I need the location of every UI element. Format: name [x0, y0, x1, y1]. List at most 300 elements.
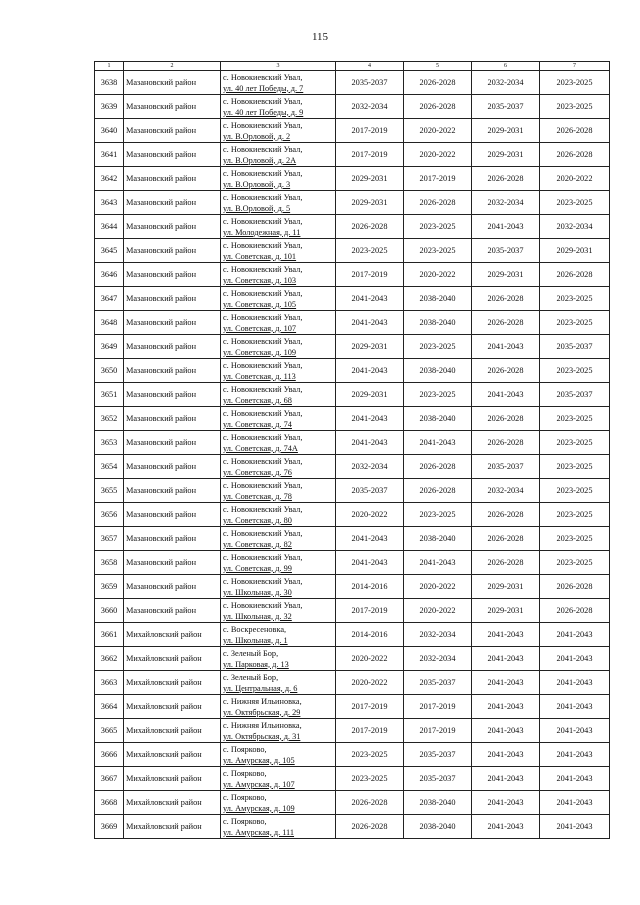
- table-row: [95, 407, 610, 431]
- address-street: ул. Советская, д. 82: [223, 539, 292, 549]
- period-col-4-cell: 2029-2031: [336, 167, 404, 191]
- page-number: 115: [311, 31, 329, 43]
- period-col-4-cell: 2014-2016: [336, 623, 404, 647]
- district-cell: Мазановский район: [124, 311, 221, 335]
- address-street: ул. Советская, д. 99: [223, 563, 292, 573]
- period-col-7-cell: 2023-2025: [540, 431, 610, 455]
- period-col-5-cell: 2035-2037: [404, 767, 472, 791]
- address-settlement: с. Новокиевский Увал,: [223, 72, 303, 82]
- address-cell: [221, 479, 336, 503]
- period-col-6-cell: 2029-2031: [472, 143, 540, 167]
- table-row: [95, 719, 610, 743]
- district-cell: Мазановский район: [124, 575, 221, 599]
- period-col-6-cell: 2026-2028: [472, 359, 540, 383]
- period-col-7-cell: 2041-2043: [540, 695, 610, 719]
- row-number-cell: 3669: [95, 815, 124, 839]
- table-row: [95, 551, 610, 575]
- table-row: [95, 455, 610, 479]
- row-number-cell: 3644: [95, 215, 124, 239]
- row-number-cell: 3658: [95, 551, 124, 575]
- period-col-7-cell: 2026-2028: [540, 143, 610, 167]
- period-col-6-cell: 2026-2028: [472, 311, 540, 335]
- column-header-4: 4: [336, 62, 404, 71]
- district-cell: Мазановский район: [124, 383, 221, 407]
- address-street: ул. Октябрьская, д. 31: [223, 731, 301, 741]
- period-col-7-cell: 2029-2031: [540, 239, 610, 263]
- period-col-6-cell: 2041-2043: [472, 767, 540, 791]
- row-number-cell: 3646: [95, 263, 124, 287]
- row-number-cell: 3655: [95, 479, 124, 503]
- period-col-5-cell: 2023-2025: [404, 335, 472, 359]
- address-cell: [221, 215, 336, 239]
- period-col-4-cell: 2041-2043: [336, 527, 404, 551]
- period-col-4-cell: 2029-2031: [336, 383, 404, 407]
- district-cell: Михайловский район: [124, 791, 221, 815]
- period-col-7-cell: 2023-2025: [540, 359, 610, 383]
- address-street: ул. Школьная, д. 30: [223, 587, 292, 597]
- table-row: [95, 671, 610, 695]
- address-cell: [221, 599, 336, 623]
- column-header-7: 7: [540, 62, 610, 71]
- period-col-7-cell: 2023-2025: [540, 311, 610, 335]
- table-row: [95, 119, 610, 143]
- period-col-6-cell: 2029-2031: [472, 263, 540, 287]
- address-settlement: с. Новокиевский Увал,: [223, 216, 303, 226]
- address-cell: [221, 407, 336, 431]
- address-street: ул. Советская, д. 103: [223, 275, 297, 285]
- period-col-7-cell: 2023-2025: [540, 551, 610, 575]
- table-row: [95, 335, 610, 359]
- table-row: [95, 431, 610, 455]
- period-col-4-cell: 2041-2043: [336, 287, 404, 311]
- period-col-5-cell: 2038-2040: [404, 527, 472, 551]
- period-col-7-cell: 2023-2025: [540, 479, 610, 503]
- address-street: ул. Амурская, д. 107: [223, 779, 295, 789]
- period-col-6-cell: 2041-2043: [472, 647, 540, 671]
- period-col-4-cell: 2017-2019: [336, 599, 404, 623]
- row-number-cell: 3645: [95, 239, 124, 263]
- row-number-cell: 3664: [95, 695, 124, 719]
- address-cell: [221, 287, 336, 311]
- row-number-cell: 3641: [95, 143, 124, 167]
- row-number-cell: 3650: [95, 359, 124, 383]
- district-cell: Мазановский район: [124, 71, 221, 95]
- address-street: ул. Октябрьская, д. 29: [223, 707, 301, 717]
- period-col-4-cell: 2023-2025: [336, 767, 404, 791]
- period-col-6-cell: 2041-2043: [472, 383, 540, 407]
- table-row: [95, 359, 610, 383]
- address-cell: [221, 503, 336, 527]
- address-street: ул. 40 лет Победы, д. 7: [223, 83, 304, 93]
- period-col-6-cell: 2041-2043: [472, 215, 540, 239]
- address-street: ул. Центральная, д. 6: [223, 683, 298, 693]
- address-street: ул. Советская, д. 113: [223, 371, 296, 381]
- table-row: [95, 143, 610, 167]
- period-col-4-cell: 2020-2022: [336, 503, 404, 527]
- address-street: ул. Советская, д. 101: [223, 251, 297, 261]
- row-number-cell: 3660: [95, 599, 124, 623]
- table-row: [95, 599, 610, 623]
- period-col-4-cell: 2020-2022: [336, 671, 404, 695]
- period-col-6-cell: 2041-2043: [472, 743, 540, 767]
- address-cell: [221, 671, 336, 695]
- address-cell: [221, 239, 336, 263]
- period-col-5-cell: 2038-2040: [404, 359, 472, 383]
- row-number-cell: 3667: [95, 767, 124, 791]
- address-settlement: с. Новокиевский Увал,: [223, 360, 303, 370]
- district-cell: Мазановский район: [124, 119, 221, 143]
- period-col-5-cell: 2038-2040: [404, 407, 472, 431]
- period-col-6-cell: 2041-2043: [472, 719, 540, 743]
- period-col-6-cell: 2035-2037: [472, 95, 540, 119]
- period-col-7-cell: 2041-2043: [540, 791, 610, 815]
- address-settlement: с. Новокиевский Увал,: [223, 552, 303, 562]
- period-col-6-cell: 2026-2028: [472, 407, 540, 431]
- period-col-7-cell: 2023-2025: [540, 95, 610, 119]
- address-street: ул. Советская, д. 107: [223, 323, 297, 333]
- district-cell: Михайловский район: [124, 695, 221, 719]
- row-number-cell: 3656: [95, 503, 124, 527]
- period-col-7-cell: 2041-2043: [540, 719, 610, 743]
- period-col-5-cell: 2032-2034: [404, 623, 472, 647]
- period-col-5-cell: 2017-2019: [404, 719, 472, 743]
- table-row: [95, 95, 610, 119]
- address-settlement: с. Зеленый Бор,: [223, 672, 279, 682]
- row-number-cell: 3665: [95, 719, 124, 743]
- district-cell: Мазановский район: [124, 407, 221, 431]
- district-cell: Михайловский район: [124, 719, 221, 743]
- address-cell: [221, 359, 336, 383]
- address-settlement: с. Новокиевский Увал,: [223, 144, 303, 154]
- period-col-5-cell: 2023-2025: [404, 215, 472, 239]
- period-col-7-cell: 2026-2028: [540, 575, 610, 599]
- table-row: [95, 527, 610, 551]
- period-col-4-cell: 2026-2028: [336, 215, 404, 239]
- address-street: ул. Амурская, д. 105: [223, 755, 295, 765]
- address-settlement: с. Новокиевский Увал,: [223, 408, 303, 418]
- housing-registry-table: [94, 61, 610, 839]
- district-cell: Мазановский район: [124, 359, 221, 383]
- address-settlement: с. Новокиевский Увал,: [223, 528, 303, 538]
- period-col-7-cell: 2023-2025: [540, 455, 610, 479]
- address-street: ул. Школьная, д. 32: [223, 611, 292, 621]
- period-col-5-cell: 2026-2028: [404, 71, 472, 95]
- address-street: ул. Советская, д. 68: [223, 395, 292, 405]
- period-col-7-cell: 2020-2022: [540, 167, 610, 191]
- period-col-7-cell: 2041-2043: [540, 623, 610, 647]
- period-col-7-cell: 2041-2043: [540, 767, 610, 791]
- address-settlement: с. Новокиевский Увал,: [223, 576, 303, 586]
- district-cell: Мазановский район: [124, 191, 221, 215]
- district-cell: Мазановский район: [124, 503, 221, 527]
- row-number-cell: 3643: [95, 191, 124, 215]
- period-col-4-cell: 2032-2034: [336, 95, 404, 119]
- period-col-7-cell: 2023-2025: [540, 527, 610, 551]
- period-col-4-cell: 2029-2031: [336, 191, 404, 215]
- table-row: [95, 167, 610, 191]
- address-settlement: с. Нижняя Ильиновка,: [223, 696, 302, 706]
- row-number-cell: 3653: [95, 431, 124, 455]
- period-col-5-cell: 2035-2037: [404, 671, 472, 695]
- address-settlement: с. Поярково,: [223, 768, 267, 778]
- period-col-7-cell: 2035-2037: [540, 383, 610, 407]
- district-cell: Михайловский район: [124, 815, 221, 839]
- address-settlement: с. Поярково,: [223, 792, 267, 802]
- table-header-row: [95, 62, 610, 71]
- period-col-4-cell: 2035-2037: [336, 479, 404, 503]
- period-col-6-cell: 2035-2037: [472, 455, 540, 479]
- address-settlement: с. Новокиевский Увал,: [223, 312, 303, 322]
- address-settlement: с. Новокиевский Увал,: [223, 240, 303, 250]
- period-col-5-cell: 2020-2022: [404, 263, 472, 287]
- period-col-6-cell: 2026-2028: [472, 551, 540, 575]
- address-street: ул. Амурская, д. 109: [223, 803, 295, 813]
- period-col-6-cell: 2032-2034: [472, 479, 540, 503]
- period-col-7-cell: 2041-2043: [540, 671, 610, 695]
- address-street: ул. В.Орловой, д. 3: [223, 179, 291, 189]
- period-col-5-cell: 2032-2034: [404, 647, 472, 671]
- address-settlement: с. Новокиевский Увал,: [223, 456, 303, 466]
- address-cell: [221, 815, 336, 839]
- period-col-7-cell: 2035-2037: [540, 335, 610, 359]
- address-cell: [221, 383, 336, 407]
- address-cell: [221, 695, 336, 719]
- period-col-6-cell: 2035-2037: [472, 239, 540, 263]
- address-cell: [221, 623, 336, 647]
- period-col-4-cell: 2014-2016: [336, 575, 404, 599]
- period-col-5-cell: 2026-2028: [404, 455, 472, 479]
- period-col-5-cell: 2023-2025: [404, 239, 472, 263]
- address-cell: [221, 335, 336, 359]
- address-cell: [221, 143, 336, 167]
- period-col-5-cell: 2035-2037: [404, 743, 472, 767]
- period-col-5-cell: 2026-2028: [404, 479, 472, 503]
- period-col-7-cell: 2041-2043: [540, 815, 610, 839]
- table-row: [95, 575, 610, 599]
- district-cell: Мазановский район: [124, 287, 221, 311]
- district-cell: Мазановский район: [124, 263, 221, 287]
- address-cell: [221, 551, 336, 575]
- row-number-cell: 3647: [95, 287, 124, 311]
- period-col-4-cell: 2026-2028: [336, 815, 404, 839]
- row-number-cell: 3649: [95, 335, 124, 359]
- period-col-6-cell: 2041-2043: [472, 623, 540, 647]
- period-col-4-cell: 2017-2019: [336, 695, 404, 719]
- address-settlement: с. Новокиевский Увал,: [223, 120, 303, 130]
- district-cell: Михайловский район: [124, 743, 221, 767]
- column-header-2: 2: [124, 62, 221, 71]
- period-col-7-cell: 2023-2025: [540, 71, 610, 95]
- address-cell: [221, 527, 336, 551]
- address-street: ул. Молодежная, д. 11: [223, 227, 301, 237]
- address-street: ул. 40 лет Победы, д. 9: [223, 107, 304, 117]
- address-settlement: с. Новокиевский Увал,: [223, 96, 303, 106]
- address-cell: [221, 95, 336, 119]
- period-col-5-cell: 2038-2040: [404, 815, 472, 839]
- row-number-cell: 3651: [95, 383, 124, 407]
- address-settlement: с. Новокиевский Увал,: [223, 600, 303, 610]
- district-cell: Мазановский район: [124, 599, 221, 623]
- address-cell: [221, 191, 336, 215]
- district-cell: Мазановский район: [124, 143, 221, 167]
- district-cell: Мазановский район: [124, 527, 221, 551]
- address-cell: [221, 647, 336, 671]
- address-settlement: с. Новокиевский Увал,: [223, 168, 303, 178]
- table-row: [95, 815, 610, 839]
- address-settlement: с. Новокиевский Увал,: [223, 264, 303, 274]
- address-street: ул. В.Орловой, д. 2: [223, 131, 291, 141]
- address-street: ул. Амурская, д. 111: [223, 827, 295, 837]
- table-row: [95, 695, 610, 719]
- row-number-cell: 3642: [95, 167, 124, 191]
- period-col-4-cell: 2017-2019: [336, 719, 404, 743]
- period-col-7-cell: 2032-2034: [540, 215, 610, 239]
- row-number-cell: 3659: [95, 575, 124, 599]
- table-body: [95, 71, 610, 839]
- period-col-5-cell: 2038-2040: [404, 791, 472, 815]
- period-col-4-cell: 2026-2028: [336, 791, 404, 815]
- address-street: ул. Советская, д. 74А: [223, 443, 298, 453]
- district-cell: Мазановский район: [124, 239, 221, 263]
- table-row: [95, 791, 610, 815]
- district-cell: Мазановский район: [124, 551, 221, 575]
- period-col-4-cell: 2017-2019: [336, 143, 404, 167]
- address-street: ул. Советская, д. 80: [223, 515, 292, 525]
- district-cell: Мазановский район: [124, 335, 221, 359]
- district-cell: Мазановский район: [124, 95, 221, 119]
- row-number-cell: 3662: [95, 647, 124, 671]
- district-cell: Мазановский район: [124, 455, 221, 479]
- period-col-4-cell: 2032-2034: [336, 455, 404, 479]
- row-number-cell: 3640: [95, 119, 124, 143]
- period-col-5-cell: 2020-2022: [404, 575, 472, 599]
- address-cell: [221, 431, 336, 455]
- row-number-cell: 3661: [95, 623, 124, 647]
- address-cell: [221, 71, 336, 95]
- district-cell: Михайловский район: [124, 767, 221, 791]
- table-row: [95, 479, 610, 503]
- table-row: [95, 767, 610, 791]
- address-street: ул. Советская, д. 74: [223, 419, 292, 429]
- address-cell: [221, 575, 336, 599]
- table-row: [95, 191, 610, 215]
- row-number-cell: 3638: [95, 71, 124, 95]
- address-settlement: с. Новокиевский Увал,: [223, 192, 303, 202]
- period-col-6-cell: 2029-2031: [472, 119, 540, 143]
- table-row: [95, 503, 610, 527]
- period-col-5-cell: 2017-2019: [404, 167, 472, 191]
- address-street: ул. Парковая, д. 13: [223, 659, 289, 669]
- period-col-6-cell: 2041-2043: [472, 815, 540, 839]
- period-col-4-cell: 2035-2037: [336, 71, 404, 95]
- address-street: ул. В.Орловой, д. 2А: [223, 155, 297, 165]
- row-number-cell: 3652: [95, 407, 124, 431]
- column-header-5: 5: [404, 62, 472, 71]
- district-cell: Михайловский район: [124, 671, 221, 695]
- period-col-7-cell: 2026-2028: [540, 599, 610, 623]
- table-row: [95, 311, 610, 335]
- address-cell: [221, 119, 336, 143]
- period-col-7-cell: 2023-2025: [540, 287, 610, 311]
- period-col-5-cell: 2020-2022: [404, 143, 472, 167]
- address-settlement: с. Новокиевский Увал,: [223, 432, 303, 442]
- period-col-6-cell: 2041-2043: [472, 671, 540, 695]
- period-col-5-cell: 2023-2025: [404, 383, 472, 407]
- period-col-7-cell: 2041-2043: [540, 743, 610, 767]
- address-settlement: с. Новокиевский Увал,: [223, 480, 303, 490]
- period-col-4-cell: 2041-2043: [336, 551, 404, 575]
- table-row: [95, 263, 610, 287]
- row-number-cell: 3648: [95, 311, 124, 335]
- period-col-6-cell: 2026-2028: [472, 503, 540, 527]
- period-col-7-cell: 2023-2025: [540, 191, 610, 215]
- address-street: ул. Советская, д. 109: [223, 347, 297, 357]
- row-number-cell: 3663: [95, 671, 124, 695]
- period-col-4-cell: 2029-2031: [336, 335, 404, 359]
- table-row: [95, 647, 610, 671]
- district-cell: Мазановский район: [124, 479, 221, 503]
- address-cell: [221, 311, 336, 335]
- period-col-4-cell: 2023-2025: [336, 743, 404, 767]
- period-col-5-cell: 2041-2043: [404, 431, 472, 455]
- table-row: [95, 383, 610, 407]
- district-cell: Михайловский район: [124, 623, 221, 647]
- period-col-4-cell: 2041-2043: [336, 431, 404, 455]
- column-header-1: 1: [95, 62, 124, 71]
- period-col-5-cell: 2020-2022: [404, 119, 472, 143]
- address-street: ул. Советская, д. 78: [223, 491, 292, 501]
- period-col-5-cell: 2026-2028: [404, 95, 472, 119]
- period-col-5-cell: 2020-2022: [404, 599, 472, 623]
- period-col-6-cell: 2029-2031: [472, 575, 540, 599]
- address-cell: [221, 263, 336, 287]
- row-number-cell: 3668: [95, 791, 124, 815]
- period-col-5-cell: 2038-2040: [404, 311, 472, 335]
- address-street: ул. Советская, д. 76: [223, 467, 292, 477]
- address-street: ул. В.Орловой, д. 5: [223, 203, 291, 213]
- period-col-7-cell: 2023-2025: [540, 503, 610, 527]
- address-cell: [221, 743, 336, 767]
- period-col-6-cell: 2032-2034: [472, 71, 540, 95]
- column-header-3: 3: [221, 62, 336, 71]
- table-row: [95, 71, 610, 95]
- address-settlement: с. Поярково,: [223, 816, 267, 826]
- table-row: [95, 239, 610, 263]
- column-header-6: 6: [472, 62, 540, 71]
- address-settlement: с. Зеленый Бор,: [223, 648, 279, 658]
- period-col-4-cell: 2041-2043: [336, 311, 404, 335]
- address-street: ул. Советская, д. 105: [223, 299, 297, 309]
- period-col-5-cell: 2041-2043: [404, 551, 472, 575]
- period-col-5-cell: 2023-2025: [404, 503, 472, 527]
- period-col-7-cell: 2026-2028: [540, 119, 610, 143]
- district-cell: Мазановский район: [124, 167, 221, 191]
- period-col-6-cell: 2026-2028: [472, 287, 540, 311]
- address-settlement: с. Новокиевский Увал,: [223, 336, 303, 346]
- period-col-4-cell: 2020-2022: [336, 647, 404, 671]
- address-cell: [221, 719, 336, 743]
- address-cell: [221, 767, 336, 791]
- row-number-cell: 3666: [95, 743, 124, 767]
- row-number-cell: 3657: [95, 527, 124, 551]
- period-col-7-cell: 2026-2028: [540, 263, 610, 287]
- address-settlement: с. Нижняя Ильиновка,: [223, 720, 302, 730]
- address-settlement: с. Воскресеновка,: [223, 624, 287, 634]
- period-col-6-cell: 2032-2034: [472, 191, 540, 215]
- address-street: ул. Школьная, д. 1: [223, 635, 288, 645]
- district-cell: Михайловский район: [124, 647, 221, 671]
- period-col-4-cell: 2041-2043: [336, 407, 404, 431]
